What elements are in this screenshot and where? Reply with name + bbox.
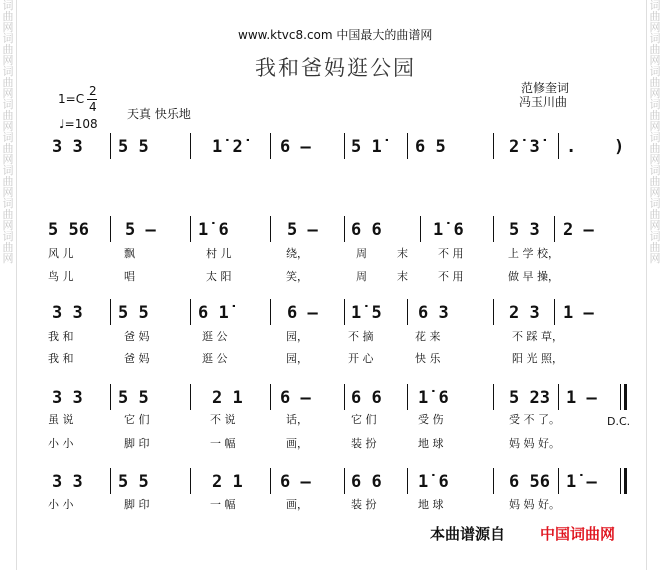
final-barline-thick xyxy=(624,384,627,410)
lyric-v1: 上 学 校， xyxy=(508,247,559,260)
measure: 1̇ 5 xyxy=(351,303,382,323)
right-border xyxy=(646,0,647,570)
measure: 6 – xyxy=(280,472,311,492)
barline xyxy=(270,299,271,325)
measure: 5 5 xyxy=(118,303,149,323)
da-capo-mark: D.C. xyxy=(607,415,631,428)
measure: 6 6 xyxy=(351,472,382,492)
barline xyxy=(407,133,408,159)
measure: 6 56 xyxy=(509,472,550,492)
measure: 3 3 xyxy=(52,137,83,157)
measure: 6 3 xyxy=(418,303,449,323)
final-barline-thin xyxy=(620,384,621,410)
lyric-v2: 园， xyxy=(286,352,308,365)
measure: 2 – xyxy=(563,220,594,240)
barline xyxy=(493,468,494,494)
lyric-v1: 末 xyxy=(397,247,408,260)
lyric-v1: 虽 说 xyxy=(48,413,74,426)
lyric-v2: 鸟 儿 xyxy=(48,270,74,283)
lyric-v2: 装 扮 xyxy=(351,437,377,450)
lyric-v2: 阳 光 照， xyxy=(512,352,563,365)
barline xyxy=(344,384,345,410)
measure: 1̇ 6 xyxy=(418,388,449,408)
lyric-v2: 周 xyxy=(356,270,367,283)
barline xyxy=(554,299,555,325)
measure: 5 – xyxy=(125,220,156,240)
measure: 1 – xyxy=(563,303,594,323)
lyric-v2: 爸 妈 xyxy=(124,352,150,365)
lyric-v1: 逛 公 xyxy=(202,330,228,343)
measure: 1̇ 6 xyxy=(198,220,229,240)
lyric-v2: 太 阳 xyxy=(206,270,232,283)
measure: 1̇ 6 xyxy=(418,472,449,492)
barline xyxy=(190,384,191,410)
measure: 6 – xyxy=(280,137,311,157)
site-url: www.ktvc8.com 中国最大的曲谱网 xyxy=(238,28,433,42)
measure: 3 3 xyxy=(52,388,83,408)
lyric-v1: 地 球 xyxy=(418,498,444,511)
time-signature-top: 2 xyxy=(89,84,97,98)
barline xyxy=(190,299,191,325)
lyric-v1: 村 儿 xyxy=(206,247,232,260)
final-barline-thick xyxy=(624,468,627,494)
lyric-v1: 小 小 xyxy=(48,498,74,511)
barline xyxy=(493,133,494,159)
barline xyxy=(344,299,345,325)
lyric-v1: 不 摘 xyxy=(348,330,374,343)
barline xyxy=(190,468,191,494)
lyric-v2: 逛 公 xyxy=(202,352,228,365)
measure: 6 6 xyxy=(351,220,382,240)
measure: 5 5 xyxy=(118,137,149,157)
lyric-v2: 我 和 xyxy=(48,352,74,365)
lyric-v2: 一 幅 xyxy=(210,437,236,450)
paren-close: ) xyxy=(614,137,625,157)
lyric-v1: 花 来 xyxy=(415,330,441,343)
measure: 3 3 xyxy=(52,472,83,492)
measure: 6 1̇ xyxy=(198,303,229,323)
lyric-v1: 受 伤 xyxy=(418,413,444,426)
barline xyxy=(190,216,191,242)
lyric-v1: 受 不 了。 xyxy=(509,413,560,426)
lyric-v1: 园， xyxy=(286,330,308,343)
key-signature: 1=C xyxy=(58,92,85,106)
barline xyxy=(558,384,559,410)
measure: 1 – xyxy=(566,388,597,408)
right-watermark: 词曲网词曲网词曲网词曲网词曲网词曲网词曲网词曲网 xyxy=(649,0,661,265)
barline xyxy=(407,384,408,410)
lyric-v1: 一 幅 xyxy=(210,498,236,511)
measure: 6 – xyxy=(280,388,311,408)
lyric-v2: 画， xyxy=(286,437,308,450)
barline xyxy=(344,216,345,242)
song-title: 我和爸妈逛公园 xyxy=(255,56,416,80)
barline xyxy=(558,133,559,159)
left-border xyxy=(16,0,17,570)
measure: 2̇ 3̇ xyxy=(509,137,540,157)
lyric-v2: 妈 妈 好。 xyxy=(509,437,560,450)
source-label: 本曲谱源自 xyxy=(430,525,506,543)
lyric-v1: 周 xyxy=(356,247,367,260)
measure: . xyxy=(566,137,577,157)
barline xyxy=(110,384,111,410)
barline xyxy=(407,299,408,325)
measure: 5 1̇ xyxy=(351,137,382,157)
barline xyxy=(493,299,494,325)
measure: 5 56 xyxy=(48,220,89,240)
barline xyxy=(110,216,111,242)
expression-mark: 天真 快乐地 xyxy=(127,107,191,121)
lyric-v1: 装 扮 xyxy=(351,498,377,511)
lyric-v1: 我 和 xyxy=(48,330,74,343)
lyric-v2: 笑， xyxy=(286,270,308,283)
measure: 6 – xyxy=(287,303,318,323)
measure: 6 5 xyxy=(415,137,446,157)
lyric-v1: 不 用 xyxy=(438,247,464,260)
barline xyxy=(110,299,111,325)
barline xyxy=(270,468,271,494)
barline xyxy=(420,216,421,242)
barline xyxy=(407,468,408,494)
composer: 冯玉川曲 xyxy=(519,95,568,109)
lyric-v1: 它 们 xyxy=(124,413,150,426)
measure: 2 1 xyxy=(212,472,243,492)
lyric-v1: 不 说 xyxy=(210,413,236,426)
source-site-link[interactable]: 中国词曲网 xyxy=(540,525,616,543)
lyricist: 范修奎词 xyxy=(521,81,570,95)
measure: 5 23 xyxy=(509,388,550,408)
lyric-v2: 不 用 xyxy=(438,270,464,283)
measure: 6 6 xyxy=(351,388,382,408)
tempo-mark: ♩=108 xyxy=(59,117,98,131)
barline xyxy=(493,216,494,242)
lyric-v1: 风 儿 xyxy=(48,247,74,260)
barline xyxy=(554,216,555,242)
measure: 3 3 xyxy=(52,303,83,323)
lyric-v1: 画， xyxy=(286,498,308,511)
measure: 2 1 xyxy=(212,388,243,408)
measure: 5 3 xyxy=(509,220,540,240)
measure: 1̇ 2̇ xyxy=(212,137,243,157)
lyric-v1: 话， xyxy=(286,413,308,426)
lyric-v1: 脚 印 xyxy=(124,498,150,511)
final-barline-thin xyxy=(620,468,621,494)
barline xyxy=(110,133,111,159)
barline xyxy=(190,133,191,159)
lyric-v2: 开 心 xyxy=(348,352,374,365)
lyric-v1: 它 们 xyxy=(351,413,377,426)
lyric-v2: 唱 xyxy=(124,270,135,283)
barline xyxy=(493,384,494,410)
lyric-v2: 地 球 xyxy=(418,437,444,450)
lyric-v2: 小 小 xyxy=(48,437,74,450)
left-watermark: 词曲网词曲网词曲网词曲网词曲网词曲网词曲网词曲网 xyxy=(2,0,14,265)
barline xyxy=(344,468,345,494)
barline xyxy=(344,133,345,159)
measure: 1̇ 6 xyxy=(433,220,464,240)
lyric-v2: 做 早 操， xyxy=(508,270,559,283)
barline xyxy=(558,468,559,494)
time-signature-bottom: 4 xyxy=(89,100,97,114)
measure: 5 – xyxy=(287,220,318,240)
measure: 2 3 xyxy=(509,303,540,323)
lyric-v1: 绕， xyxy=(286,247,308,260)
barline xyxy=(110,468,111,494)
measure: 5 5 xyxy=(118,472,149,492)
measure: 5 5 xyxy=(118,388,149,408)
lyric-v2: 脚 印 xyxy=(124,437,150,450)
lyric-v2: 末 xyxy=(397,270,408,283)
lyric-v1: 妈 妈 好。 xyxy=(509,498,560,511)
lyric-v1: 不 踩 草， xyxy=(512,330,563,343)
barline xyxy=(270,133,271,159)
lyric-v1: 爸 妈 xyxy=(124,330,150,343)
barline xyxy=(270,384,271,410)
measure: 1̇ – xyxy=(566,472,597,492)
lyric-v2: 快 乐 xyxy=(415,352,441,365)
barline xyxy=(270,216,271,242)
lyric-v1: 飘 xyxy=(124,247,135,260)
